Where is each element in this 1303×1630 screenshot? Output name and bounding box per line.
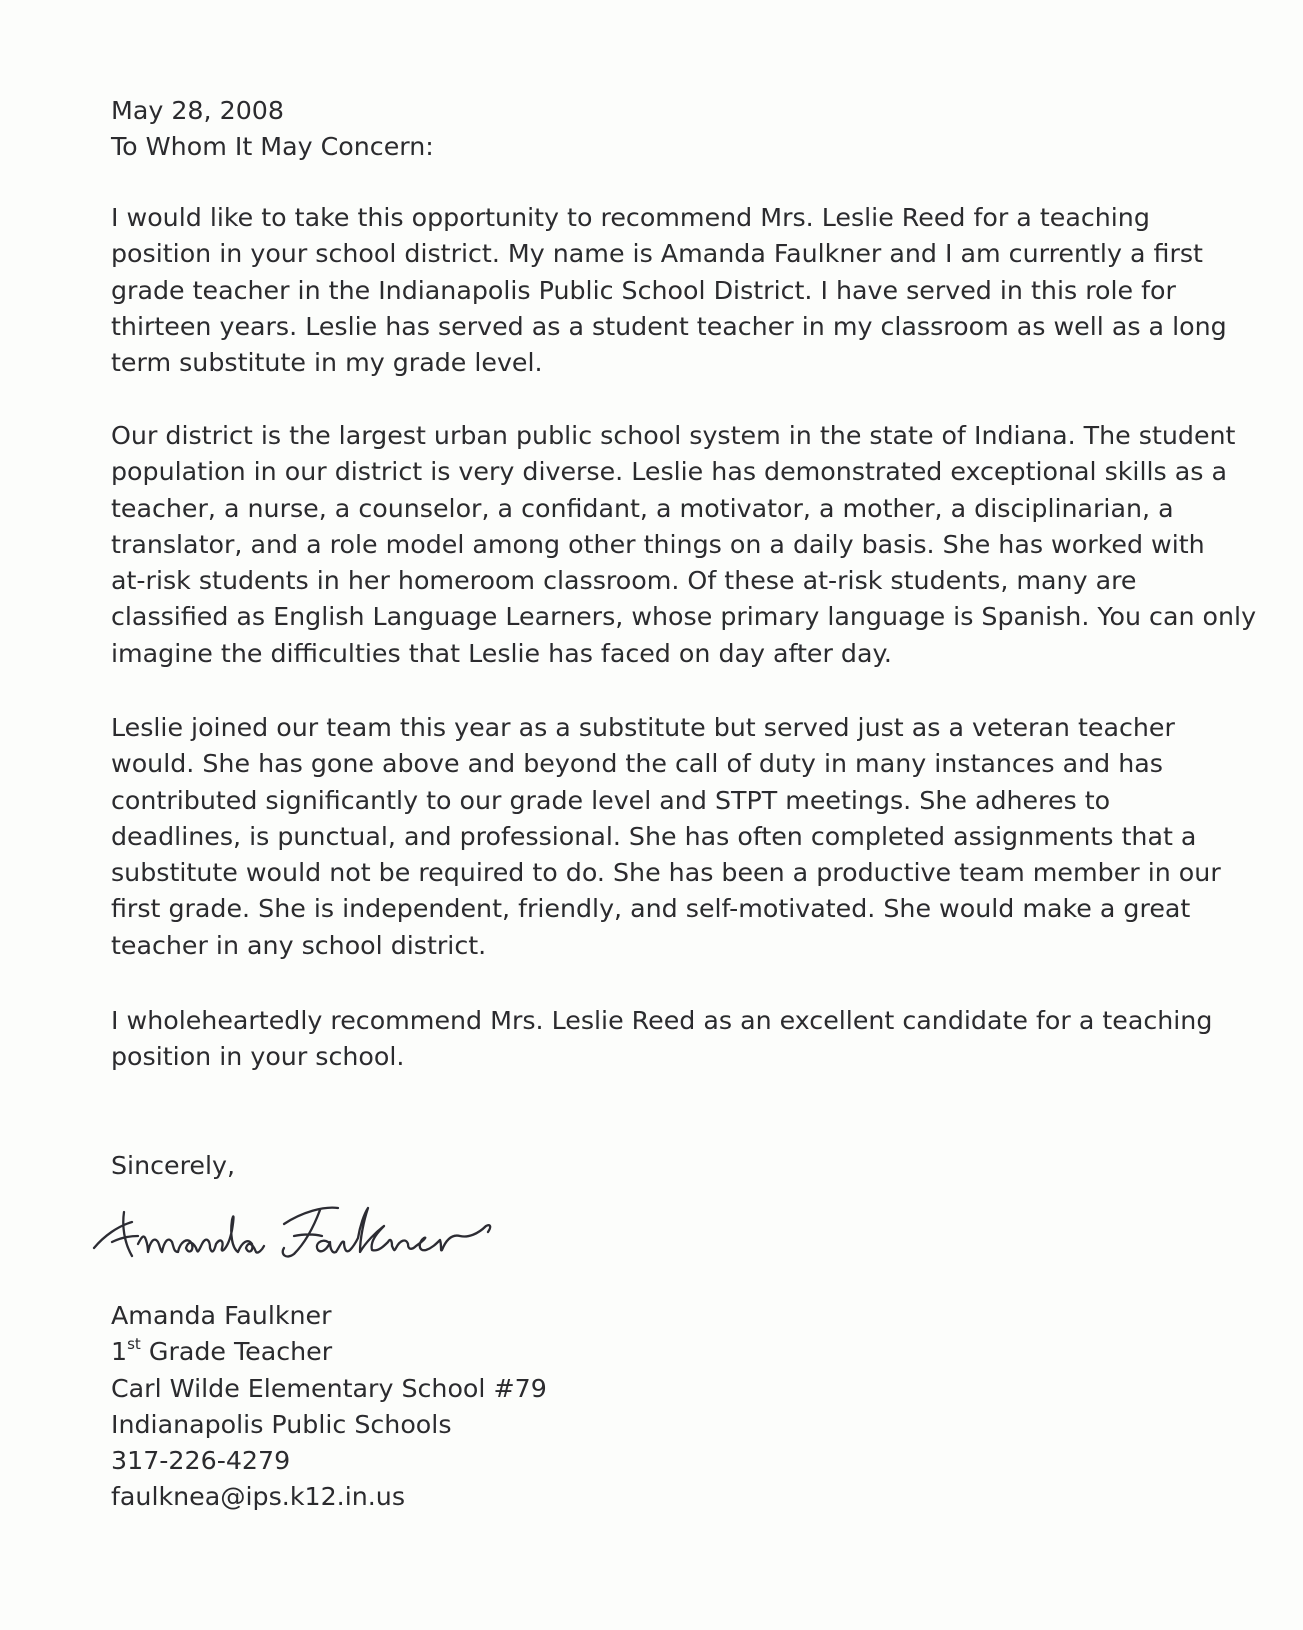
letter-closing bbox=[111, 1148, 1211, 1184]
paragraph-line: thirteen years. Leslie has served as a student teacher in my classroom as well as a long bbox=[111, 311, 1227, 341]
handwritten-signature bbox=[88, 1190, 528, 1280]
signature-block bbox=[111, 1298, 1211, 1516]
signer-title bbox=[111, 1334, 1211, 1370]
paragraph-line: teacher, a nurse, a counselor, a confidant, a motivator, a mother, a disciplinarian, a bbox=[111, 493, 1174, 523]
paragraph-1 bbox=[111, 200, 1227, 381]
paragraph-line: would. She has gone above and beyond the call of duty in many instances and has bbox=[111, 749, 1163, 779]
paragraph-line: first grade. She is independent, friendly, and self-motivated. She would make a great bbox=[111, 894, 1191, 924]
paragraph-line: contributed significantly to our grade level and STPT meetings. She adheres to bbox=[111, 785, 1111, 815]
letter-salutation: To Whom It May Concern: bbox=[111, 132, 434, 162]
signature-drawing bbox=[88, 1190, 528, 1280]
paragraph-2 bbox=[111, 418, 1257, 672]
paragraph-line: I would like to take this opportunity to recommend Mrs. Leslie Reed for a teaching bbox=[111, 203, 1150, 232]
signer-district: Indianapolis Public Schools bbox=[111, 1409, 452, 1439]
signer-title-suffix: st bbox=[127, 1335, 141, 1354]
signer-title-rest: Grade Teacher bbox=[140, 1337, 333, 1367]
closing-text: Sincerely, bbox=[111, 1151, 236, 1180]
paragraph-line: position in your school district. My name is Amanda Faulkner and I am currently a first bbox=[111, 239, 1203, 269]
paragraph-line: grade teacher in the Indianapolis Public School District. I have served in this role for bbox=[111, 275, 1176, 305]
paragraph-line: imagine the difficulties that Leslie has faced on day after day. bbox=[111, 638, 892, 668]
signer-email: faulknea@ips.k12.in.us bbox=[111, 1482, 406, 1512]
paragraph-line: translator, and a role model among other things on a daily basis. She has worked with bbox=[111, 529, 1205, 559]
paragraph-line: I wholeheartedly recommend Mrs. Leslie Reed as an excellent candidate for a teaching bbox=[111, 1006, 1213, 1035]
paragraph-line: Leslie joined our team this year as a substitute but served just as a veteran teacher bbox=[111, 713, 1175, 742]
paragraph-line: position in your school. bbox=[111, 1042, 405, 1072]
paragraph-line: Our district is the largest urban public school system in the state of Indiana. The student bbox=[111, 421, 1236, 450]
paragraph-line: deadlines, is punctual, and professional. She has often completed assignments that a bbox=[111, 821, 1197, 851]
paragraph-line: classified as English Language Learners, whose primary language is Spanish. You can only bbox=[111, 602, 1257, 632]
signer-school: Carl Wilde Elementary School #79 bbox=[111, 1373, 547, 1403]
paragraph-4 bbox=[111, 1003, 1211, 1076]
paragraph-3 bbox=[111, 710, 1221, 964]
letter-date: May 28, 2008 bbox=[111, 96, 284, 125]
paragraph-line: term substitute in my grade level. bbox=[111, 348, 543, 378]
paragraph-line: population in our district is very diverse. Leslie has demonstrated exceptional skills as a bbox=[111, 457, 1227, 487]
paragraph-line: teacher in any school district. bbox=[111, 930, 487, 960]
signer-name: Amanda Faulkner bbox=[111, 1301, 332, 1330]
paragraph-line: substitute would not be required to do. She has been a productive team member in our bbox=[111, 858, 1221, 888]
letter-heading bbox=[111, 93, 1211, 166]
paragraph-line: at-risk students in her homeroom classroom. Of these at-risk students, many are bbox=[111, 566, 1137, 596]
signer-title-ordinal: 1 bbox=[111, 1337, 128, 1367]
signer-phone: 317-226-4279 bbox=[111, 1446, 291, 1476]
